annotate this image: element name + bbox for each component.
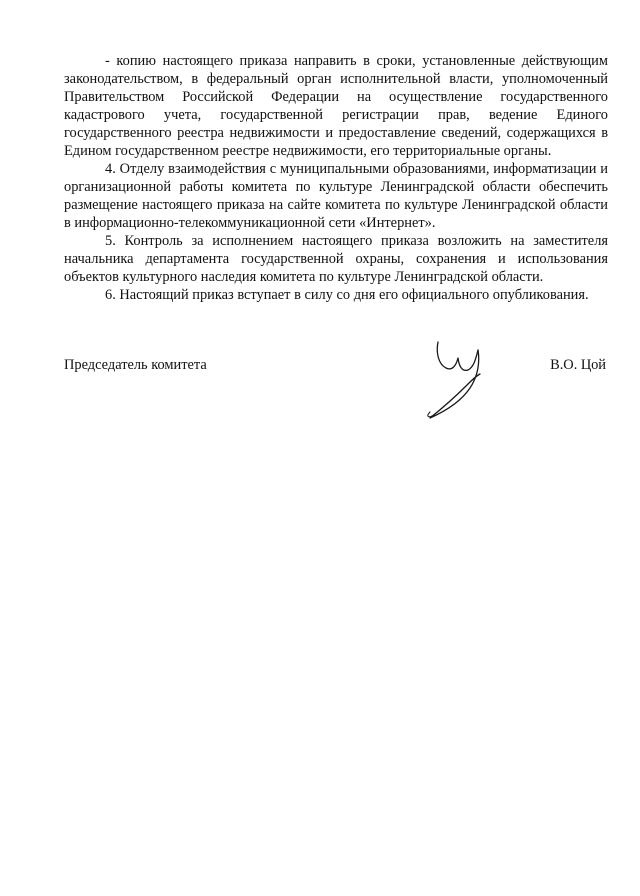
paragraph-5-control: 5. Контроль за исполнением настоящего приказа возложить на заместителя начальника департамента государственной охраны, сохранения и использования объектов культурного наследия комитета по культуре Ленинградской области. xyxy=(64,233,608,285)
document-body xyxy=(64,52,608,304)
paragraph-6-effective-date: 6. Настоящий приказ вступает в силу со дня его официального опубликования. xyxy=(105,287,589,303)
signatory-name: В.О. Цой xyxy=(550,357,606,373)
signatory-title: Председатель комитета xyxy=(64,357,207,373)
paragraph-4-website-publication: 4. Отделу взаимодействия с муниципальными образованиями, информатизации и организационной работы комитета по культуре Ленинградской области обеспечить размещение настоящего приказа на сайте комитета по культуре Ленинградской области в информационно-телекоммуникационной сети «Интернет». xyxy=(64,161,608,231)
signature-block xyxy=(64,356,606,376)
handwritten-signature xyxy=(418,336,502,420)
paragraph-copy-distribution: - копию настоящего приказа направить в сроки, установленные действующим законодательством, в федеральный орган исполнительной власти, уполномоченный Правительством Российской Федерации на осуществление государственного кадастрового учета, государственной регистрации прав, ведение Единого государственного реестра недвижимости и предоставление сведений, содержащихся в Едином государственном реестре недвижимости, его территориальные органы. xyxy=(64,53,608,159)
